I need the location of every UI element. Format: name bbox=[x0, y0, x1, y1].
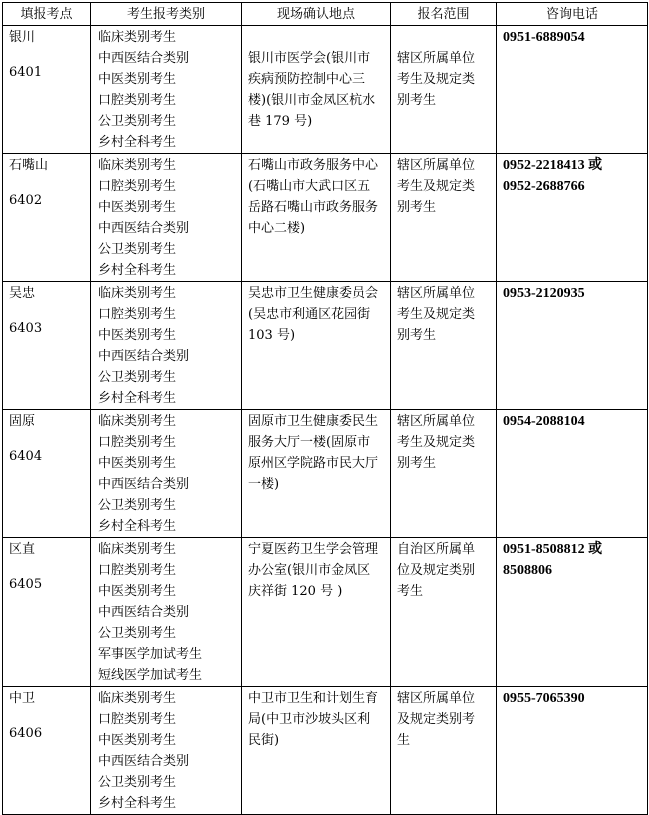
category-item: 军事医学加试考生 bbox=[98, 647, 203, 662]
category-cell bbox=[91, 282, 242, 410]
scope-cell: 辖区所属单位考生及规定类别考生 bbox=[391, 282, 497, 410]
phone-number: 0952-2688766 bbox=[503, 179, 585, 194]
phone-number: 0951-6889054 bbox=[503, 30, 585, 45]
address-cell: 中卫市卫生和计划生育局(中卫市沙坡头区利民街) bbox=[242, 687, 391, 815]
site-name: 中卫 bbox=[9, 691, 36, 706]
category-cell bbox=[91, 538, 242, 687]
table-row bbox=[3, 154, 648, 282]
scope-cell: 辖区所属单位考生及规定类别考生 bbox=[391, 154, 497, 282]
category-cell bbox=[91, 154, 242, 282]
site-cell bbox=[3, 410, 91, 538]
category-item: 临床类别考生 bbox=[98, 414, 177, 429]
header-phone: 咨询电话 bbox=[497, 3, 648, 26]
category-item: 临床类别考生 bbox=[98, 691, 177, 706]
site-code: 6403 bbox=[9, 321, 43, 336]
phone-cell bbox=[497, 282, 648, 410]
site-cell bbox=[3, 26, 91, 154]
category-item: 中医类别考生 bbox=[98, 200, 177, 215]
address-cell: 固原市卫生健康委民生服务大厅一楼(固原市原州区学院路市民大厅一楼) bbox=[242, 410, 391, 538]
header-address: 现场确认地点 bbox=[242, 3, 391, 26]
site-name: 固原 bbox=[9, 414, 36, 429]
phone-cell bbox=[497, 154, 648, 282]
site-cell bbox=[3, 154, 91, 282]
phone-cell bbox=[497, 687, 648, 815]
site-name: 区直 bbox=[9, 542, 36, 557]
category-cell bbox=[91, 26, 242, 154]
address-cell: 吴忠市卫生健康委员会(吴忠市利通区花园街 103 号) bbox=[242, 282, 391, 410]
category-item: 中西医结合类别 bbox=[98, 51, 190, 66]
category-item: 中医类别考生 bbox=[98, 328, 177, 343]
site-code: 6404 bbox=[9, 449, 43, 464]
category-item: 中西医结合类别 bbox=[98, 349, 190, 364]
site-code: 6405 bbox=[9, 577, 43, 592]
scope-cell: 辖区所属单位考生及规定类别考生 bbox=[391, 26, 497, 154]
exam-sites-table bbox=[2, 2, 648, 815]
phone-number: 0952-2218413 或 bbox=[503, 158, 603, 173]
phone-cell bbox=[497, 26, 648, 154]
category-item: 公卫类别考生 bbox=[98, 626, 177, 641]
phone-number: 0955-7065390 bbox=[503, 691, 585, 706]
category-item: 中医类别考生 bbox=[98, 72, 177, 87]
address-cell: 石嘴山市政务服务中心(石嘴山市大武口区五岳路石嘴山市政务服务中心二楼) bbox=[242, 154, 391, 282]
site-code: 6401 bbox=[9, 65, 43, 80]
category-item: 中西医结合类别 bbox=[98, 221, 190, 236]
site-cell bbox=[3, 538, 91, 687]
scope-cell: 自治区所属单位及规定类别考生 bbox=[391, 538, 497, 687]
category-item: 乡村全科考生 bbox=[98, 796, 177, 811]
table-row bbox=[3, 538, 648, 687]
site-cell bbox=[3, 282, 91, 410]
scope-cell: 辖区所属单位及规定类别考生 bbox=[391, 687, 497, 815]
header-scope: 报名范围 bbox=[391, 3, 497, 26]
category-item: 临床类别考生 bbox=[98, 158, 177, 173]
category-item: 临床类别考生 bbox=[98, 542, 177, 557]
category-item: 乡村全科考生 bbox=[98, 391, 177, 406]
category-item: 乡村全科考生 bbox=[98, 135, 177, 150]
category-item: 公卫类别考生 bbox=[98, 114, 177, 129]
category-item: 口腔类别考生 bbox=[98, 179, 177, 194]
category-item: 公卫类别考生 bbox=[98, 370, 177, 385]
table-row bbox=[3, 410, 648, 538]
site-cell bbox=[3, 687, 91, 815]
category-item: 公卫类别考生 bbox=[98, 775, 177, 790]
category-item: 口腔类别考生 bbox=[98, 712, 177, 727]
phone-number: 0953-2120935 bbox=[503, 286, 585, 301]
header-site: 填报考点 bbox=[3, 3, 91, 26]
site-code: 6406 bbox=[9, 726, 43, 741]
site-code: 6402 bbox=[9, 193, 43, 208]
category-item: 中西医结合类别 bbox=[98, 754, 190, 769]
category-item: 中医类别考生 bbox=[98, 733, 177, 748]
phone-cell bbox=[497, 538, 648, 687]
table-row bbox=[3, 687, 648, 815]
category-item: 口腔类别考生 bbox=[98, 307, 177, 322]
category-item: 临床类别考生 bbox=[98, 286, 177, 301]
category-item: 中医类别考生 bbox=[98, 584, 177, 599]
scope-cell: 辖区所属单位考生及规定类别考生 bbox=[391, 410, 497, 538]
category-item: 中西医结合类别 bbox=[98, 605, 190, 620]
category-item: 公卫类别考生 bbox=[98, 498, 177, 513]
category-item: 乡村全科考生 bbox=[98, 263, 177, 278]
category-item: 口腔类别考生 bbox=[98, 435, 177, 450]
category-item: 短线医学加试考生 bbox=[98, 668, 203, 683]
header-category: 考生报考类别 bbox=[91, 3, 242, 26]
category-item: 口腔类别考生 bbox=[98, 93, 177, 108]
phone-cell bbox=[497, 410, 648, 538]
category-item: 口腔类别考生 bbox=[98, 563, 177, 578]
table-row bbox=[3, 282, 648, 410]
site-name: 银川 bbox=[9, 30, 36, 45]
phone-number: 8508806 bbox=[503, 563, 552, 578]
category-cell bbox=[91, 687, 242, 815]
category-cell bbox=[91, 410, 242, 538]
category-item: 中西医结合类别 bbox=[98, 477, 190, 492]
header-row bbox=[3, 3, 648, 26]
site-name: 石嘴山 bbox=[9, 158, 49, 173]
address-cell: 银川市医学会(银川市疾病预防控制中心三楼)(银川市金凤区杭水巷 179 号) bbox=[242, 26, 391, 154]
category-item: 乡村全科考生 bbox=[98, 519, 177, 534]
category-item: 中医类别考生 bbox=[98, 456, 177, 471]
site-name: 吴忠 bbox=[9, 286, 36, 301]
category-item: 公卫类别考生 bbox=[98, 242, 177, 257]
phone-number: 0954-2088104 bbox=[503, 414, 585, 429]
address-cell: 宁夏医药卫生学会管理办公室(银川市金凤区庆祥街 120 号 ) bbox=[242, 538, 391, 687]
phone-number: 0951-8508812 或 bbox=[503, 542, 603, 557]
category-item: 临床类别考生 bbox=[98, 30, 177, 45]
table-row bbox=[3, 26, 648, 154]
